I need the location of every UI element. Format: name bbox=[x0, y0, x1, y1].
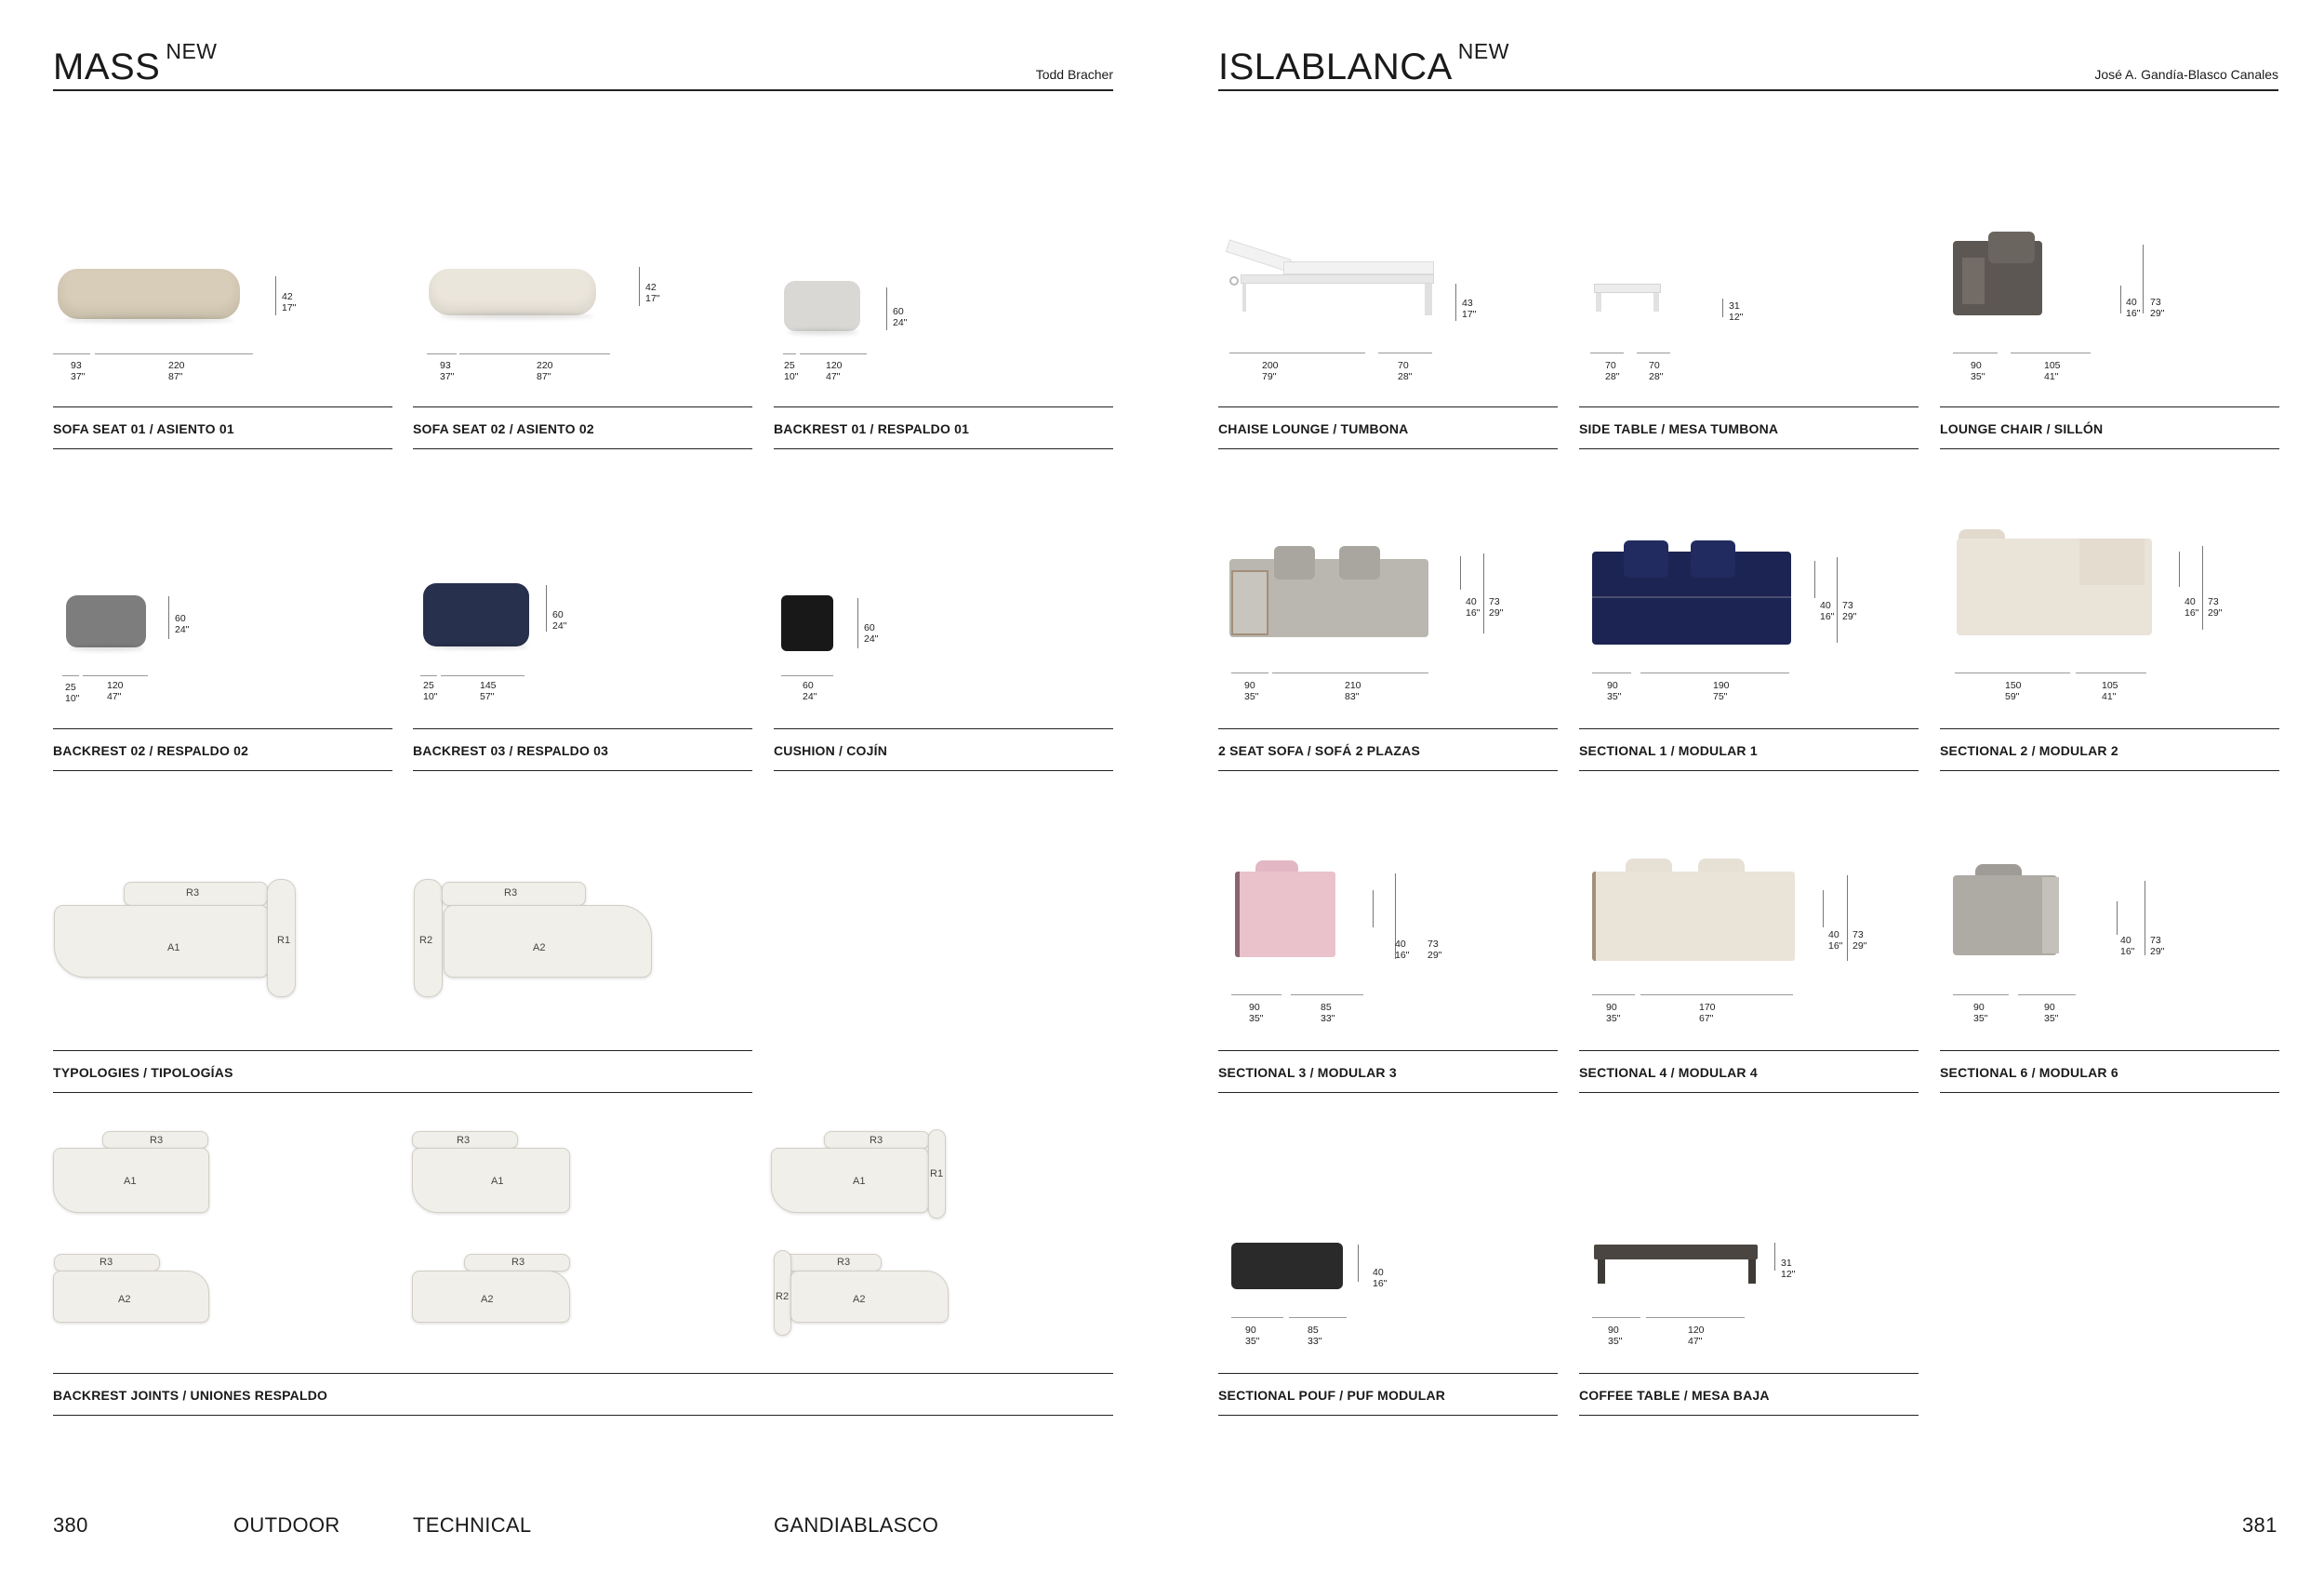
collection-name: MASS bbox=[53, 47, 161, 87]
module-label: R3 bbox=[186, 887, 200, 899]
module-a2 bbox=[444, 905, 652, 978]
depth-dim: 90 35" bbox=[1249, 1002, 1264, 1024]
module-label: A2 bbox=[481, 1294, 494, 1305]
product-label: SECTIONAL 4 / MODULAR 4 bbox=[1579, 1050, 1919, 1093]
width-dim: 220 87" bbox=[168, 360, 185, 382]
section-label: BACKREST JOINTS / UNIONES RESPALDO bbox=[53, 1373, 1113, 1416]
sectional-6-image bbox=[1940, 771, 2279, 994]
module-label: R3 bbox=[457, 1135, 471, 1146]
product-sectional-4 bbox=[1579, 771, 1919, 1093]
depth-dim: 70 28" bbox=[1605, 360, 1620, 382]
product-side-table bbox=[1579, 127, 1919, 449]
backrest-joints-section bbox=[53, 1094, 1113, 1416]
backrest-02-image bbox=[53, 449, 392, 673]
width-dim: 120 47" bbox=[826, 360, 843, 382]
2-seat-sofa-image bbox=[1218, 449, 1558, 673]
typologies-section bbox=[53, 771, 752, 1093]
module-a2 bbox=[53, 1271, 209, 1323]
width-dim: 220 87" bbox=[537, 360, 553, 382]
seat-height-dim: 40 16" bbox=[2185, 596, 2199, 619]
module-label: R1 bbox=[930, 1168, 944, 1179]
depth-dim: 90 35" bbox=[1606, 1002, 1621, 1024]
width-dim: 90 35" bbox=[2044, 1002, 2059, 1024]
designer-name: José A. Gandía-Blasco Canales bbox=[2094, 67, 2278, 82]
height-dim: 73 29" bbox=[1489, 596, 1504, 619]
width-dim: 85 33" bbox=[1308, 1325, 1322, 1347]
product-sectional-2 bbox=[1940, 449, 2279, 771]
module-a1 bbox=[54, 905, 270, 978]
product-sofa-seat-01 bbox=[53, 127, 392, 449]
module-label: R2 bbox=[419, 935, 433, 946]
depth-dim: 25 10" bbox=[423, 680, 438, 702]
height-dim: 73 29" bbox=[1428, 939, 1442, 961]
coffee-table-image bbox=[1579, 1094, 1919, 1317]
height-dim: 73 29" bbox=[2208, 596, 2223, 619]
module-label: R3 bbox=[504, 887, 518, 899]
product-sectional-1 bbox=[1579, 449, 1919, 771]
width-dim: 105 41" bbox=[2044, 360, 2061, 382]
width-dim: 120 47" bbox=[1688, 1325, 1705, 1347]
seat-height-dim: 40 16" bbox=[1466, 596, 1481, 619]
module-label: R3 bbox=[870, 1135, 883, 1146]
product-label: SIDE TABLE / MESA TUMBONA bbox=[1579, 406, 1919, 449]
product-backrest-03 bbox=[413, 449, 752, 771]
module-a1 bbox=[771, 1148, 929, 1213]
product-label: SECTIONAL 1 / MODULAR 1 bbox=[1579, 728, 1919, 771]
module-label: R2 bbox=[776, 1291, 790, 1302]
height-dim: 60 24" bbox=[864, 622, 879, 645]
cushion-image bbox=[774, 449, 1113, 673]
module-label: A1 bbox=[124, 1176, 137, 1187]
width-dim: 70 28" bbox=[1398, 360, 1413, 382]
sectional-3-image bbox=[1218, 771, 1558, 994]
product-backrest-01 bbox=[774, 127, 1113, 449]
module-label: R1 bbox=[277, 935, 291, 946]
module-label: R3 bbox=[511, 1257, 525, 1268]
product-label: SECTIONAL 3 / MODULAR 3 bbox=[1218, 1050, 1558, 1093]
height-dim: 73 29" bbox=[2150, 935, 2165, 957]
lounge-chair-image bbox=[1940, 127, 2279, 351]
depth-dim: 93 37" bbox=[71, 360, 86, 382]
height-dim: 60 24" bbox=[175, 613, 190, 635]
sectional-1-image bbox=[1579, 449, 1919, 673]
height-dim: 73 29" bbox=[2150, 297, 2165, 319]
height-dim: 73 29" bbox=[1853, 929, 1867, 952]
product-backrest-02 bbox=[53, 449, 392, 771]
section-label: TYPOLOGIES / TIPOLOGÍAS bbox=[53, 1050, 752, 1093]
height-dim: 31 12" bbox=[1729, 300, 1744, 323]
product-label: COFFEE TABLE / MESA BAJA bbox=[1579, 1373, 1919, 1416]
depth-dim: 90 35" bbox=[1245, 1325, 1260, 1347]
new-badge: NEW bbox=[166, 39, 218, 63]
product-sectional-6 bbox=[1940, 771, 2279, 1093]
seat-height-dim: 40 16" bbox=[2120, 935, 2135, 957]
collection-name: ISLABLANCA bbox=[1218, 47, 1453, 87]
height-dim: 73 29" bbox=[1842, 600, 1857, 622]
depth-dim: 90 35" bbox=[1244, 680, 1259, 702]
module-label: A1 bbox=[491, 1176, 504, 1187]
sectional-4-image bbox=[1579, 771, 1919, 994]
product-label: SECTIONAL 2 / MODULAR 2 bbox=[1940, 728, 2279, 771]
product-label: CUSHION / COJÍN bbox=[774, 728, 1113, 771]
collection-title-mass bbox=[53, 39, 218, 87]
module-a2 bbox=[790, 1271, 949, 1323]
product-label: BACKREST 02 / RESPALDO 02 bbox=[53, 728, 392, 771]
product-2-seat-sofa bbox=[1218, 449, 1558, 771]
width-dim: 70 28" bbox=[1649, 360, 1664, 382]
page-number-left: 380 bbox=[53, 1513, 88, 1537]
module-label: R3 bbox=[100, 1257, 113, 1268]
product-label: SECTIONAL POUF / PUF MODULAR bbox=[1218, 1373, 1558, 1416]
module-label: A2 bbox=[853, 1294, 866, 1305]
height-dim: 42 17" bbox=[282, 291, 297, 313]
product-sectional-3 bbox=[1218, 771, 1558, 1093]
depth-dim: 90 35" bbox=[1607, 680, 1622, 702]
depth-dim: 90 35" bbox=[1973, 1002, 1988, 1024]
side-table-image bbox=[1579, 127, 1919, 351]
sofa-seat-02-image bbox=[413, 127, 752, 351]
module-label: A1 bbox=[167, 942, 180, 953]
product-label: LOUNGE CHAIR / SILLÓN bbox=[1940, 406, 2279, 449]
width-dim: 190 75" bbox=[1713, 680, 1730, 702]
seat-height-dim: 40 16" bbox=[2126, 297, 2141, 319]
depth-dim: 90 35" bbox=[1608, 1325, 1623, 1347]
seat-height-dim: 40 16" bbox=[1395, 939, 1410, 961]
product-label: 2 SEAT SOFA / SOFÁ 2 PLAZAS bbox=[1218, 728, 1558, 771]
width-dim: 145 57" bbox=[480, 680, 497, 702]
product-sectional-pouf bbox=[1218, 1094, 1558, 1416]
sofa-seat-01-image bbox=[53, 127, 392, 351]
depth-dim: 90 35" bbox=[1971, 360, 1985, 382]
width-dim: 105 41" bbox=[2102, 680, 2118, 702]
product-label: SOFA SEAT 01 / ASIENTO 01 bbox=[53, 406, 392, 449]
product-label: SECTIONAL 6 / MODULAR 6 bbox=[1940, 1050, 2279, 1093]
new-badge: NEW bbox=[1457, 39, 1509, 63]
module-label: R3 bbox=[837, 1257, 851, 1268]
footer-section-technical: TECHNICAL bbox=[413, 1513, 532, 1537]
chaise-lounge-image bbox=[1218, 127, 1558, 351]
seat-height-dim: 40 16" bbox=[1820, 600, 1835, 622]
width-dim: 210 83" bbox=[1345, 680, 1361, 702]
module-label: A2 bbox=[118, 1294, 131, 1305]
product-label: BACKREST 01 / RESPALDO 01 bbox=[774, 406, 1113, 449]
module-label: A2 bbox=[533, 942, 546, 953]
height-dim: 40 16" bbox=[1373, 1267, 1388, 1289]
depth-dim: 25 10" bbox=[784, 360, 799, 382]
header-islablanca bbox=[1218, 39, 2278, 91]
header-mass bbox=[53, 39, 1113, 91]
depth-dim: 150 59" bbox=[2005, 680, 2022, 702]
width-dim: 60 24" bbox=[803, 680, 817, 702]
height-dim: 31 12" bbox=[1781, 1258, 1796, 1280]
height-dim: 60 24" bbox=[893, 306, 908, 328]
height-dim: 42 17" bbox=[645, 282, 660, 304]
depth-dim: 25 10" bbox=[65, 682, 80, 704]
product-label: CHAISE LOUNGE / TUMBONA bbox=[1218, 406, 1558, 449]
product-chaise-lounge bbox=[1218, 127, 1558, 449]
height-dim: 43 17" bbox=[1462, 298, 1477, 320]
product-sofa-seat-02 bbox=[413, 127, 752, 449]
designer-name: Todd Bracher bbox=[1035, 67, 1113, 82]
footer-brand: GANDIABLASCO bbox=[774, 1513, 939, 1537]
width-dim: 85 33" bbox=[1321, 1002, 1335, 1024]
product-label: SOFA SEAT 02 / ASIENTO 02 bbox=[413, 406, 752, 449]
module-label: R3 bbox=[150, 1135, 164, 1146]
product-coffee-table bbox=[1579, 1094, 1919, 1416]
product-lounge-chair bbox=[1940, 127, 2279, 449]
backrest-01-image bbox=[774, 127, 1113, 351]
sectional-pouf-image bbox=[1218, 1094, 1558, 1317]
height-dim-line bbox=[275, 276, 276, 315]
collection-title-islablanca bbox=[1218, 39, 1509, 87]
backrest-03-image bbox=[413, 449, 752, 673]
depth-dim: 93 37" bbox=[440, 360, 455, 382]
page-number-right: 381 bbox=[2242, 1513, 2278, 1537]
product-label: BACKREST 03 / RESPALDO 03 bbox=[413, 728, 752, 771]
product-cushion bbox=[774, 449, 1113, 771]
width-dim: 170 67" bbox=[1699, 1002, 1716, 1024]
height-dim: 60 24" bbox=[552, 609, 567, 632]
sectional-2-image bbox=[1940, 449, 2279, 673]
footer-section-outdoor: OUTDOOR bbox=[233, 1513, 340, 1537]
module-r3 bbox=[776, 1254, 882, 1272]
width-dim: 120 47" bbox=[107, 680, 124, 702]
module-label: A1 bbox=[853, 1176, 866, 1187]
depth-dim: 200 79" bbox=[1262, 360, 1279, 382]
seat-height-dim: 40 16" bbox=[1828, 929, 1843, 952]
